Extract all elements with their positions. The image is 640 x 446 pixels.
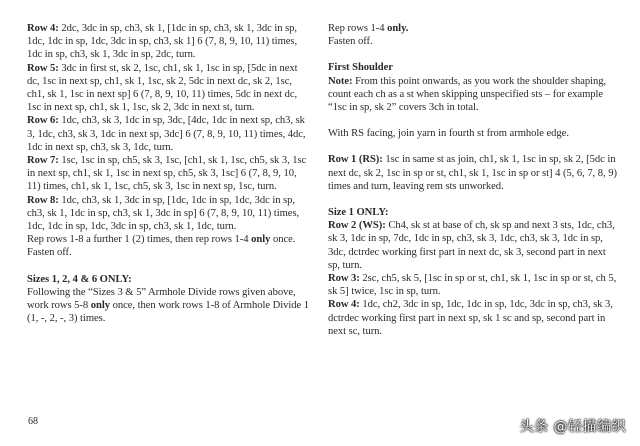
note-paragraph: Note: From this point onwards, as you work the shoulder shaping, count each ch as a st when skipping unspecified sts – for example “1sc in sp, sk 2” covers 3ch in total.	[328, 75, 607, 114]
sizes-heading: Sizes 1, 2, 4 & 6 ONLY:	[27, 273, 132, 285]
left-column	[27, 22, 310, 325]
row-4-instruction: Row 4: 2dc, 3dc in sp, ch3, sk 1, [1dc in sp, ch3, sk 1, 3dc in sp, 1dc, 1dc in sp, 1dc, 3dc in sp, ch3, sk 1] 6 (7, 8, 9, 10, 11) times, 1dc in sp, ch3, sk 1, 3dc in sp, 2dc, turn.	[27, 23, 298, 61]
row-1-instruction: Row 1 (RS): 1sc in same st as join, ch1, sk 1, 1sc in sp, sk 2, [5dc in next dc, sk 2, 1sc in sp or st, ch1, sk 1, 1sc in sp or st] 4 (5, 6, 7, 8, 9) times and turn, leaving rem sts unworked.	[328, 154, 617, 192]
row-7-instruction: Row 7: 1sc, 1sc in sp, ch5, sk 3, 1sc, [ch1, sk 1, 1sc, ch5, sk 3, 1sc in next sp, ch1, sk 1, 1sc in next sp, ch5, sk 3, 1sc] 6 (7, 8, 9, 10, 11) times, ch1, sk 1, 1sc, ch5, sk 3, 1sc in next sp, 1sc, turn.	[27, 155, 307, 193]
repeat-instruction: Rep rows 1-8 a further 1 (2) times, then rep rows 1-4 only once.	[27, 234, 296, 246]
row-3-instruction: Row 3: 2sc, ch5, sk 5, [1sc in sp or st, ch1, sk 1, 1sc in sp or st, ch 5, sk 5] twice, 1sc in sp, turn.	[328, 273, 617, 298]
page-number: 68	[28, 416, 38, 427]
row-8-instruction: Row 8: 1dc, ch3, sk 1, 3dc in sp, [1dc, 1dc in sp, 1dc, 3dc in sp, ch3, sk 1, 1dc in sp, ch3, sk 1, 3dc in sp] 6 (7, 8, 9, 10, 11) times, 1dc, 1dc in sp, 1dc, 3dc in sp, ch3, sk 1, 1dc, turn.	[27, 194, 300, 233]
fasten-off-text-right: Fasten off.	[328, 36, 373, 48]
rs-facing-text: With RS facing, join yarn in fourth st from armhole edge.	[328, 128, 569, 140]
watermark: 头条 @轻描编织	[519, 419, 626, 435]
row-4-instruction-right: Row 4: 1dc, ch2, 3dc in sp, 1dc, 1dc in sp, 1dc, 3dc in sp, ch3, sk 3, dctrdec working first part in next sp, sk 1 sc and sp, second part in next sc, turn.	[328, 299, 613, 337]
row-6-instruction: Row 6: 1dc, ch3, sk 3, 1dc in sp, 3dc, [4dc, 1dc in next sp, ch3, sk 3, 1dc, ch3, sk 3, 1dc in next sp, 3dc] 6 (7, 8, 9, 10, 11) times, 4dc, 1dc in next sp, ch3, sk 3, 1dc, turn.	[27, 115, 306, 153]
first-shoulder-heading: First Shoulder	[328, 62, 393, 74]
row-5-instruction: Row 5: 3dc in first st, sk 2, 1sc, ch1, sk 1, 1sc in sp, [5dc in next dc, 1sc in next sp, ch1, sk 1, 1sc, sk 2, 5dc in next dc, sk 2, 1sc, ch1, sk 1, 1sc in next sp] 6 (7, 8, 9, 10, 11) times, 5dc in next dc, 1sc in next sp, ch1, sk 1, 1sc, sk 2, 3dc in next st, turn.	[27, 62, 298, 114]
row-2-instruction: Row 2 (WS): Ch4, sk st at base of ch, sk sp and next 3 sts, 1dc, ch3, sk 3, 1dc in sp, 7dc, 1dc in sp, ch3, sk 3, 1dc, ch3, sk 3, 1dc in sp, 3dc, dctrdec working first part in next dc, sk 3, second part in next sp, turn.	[328, 220, 615, 271]
size-1-heading: Size 1 ONLY:	[328, 207, 389, 219]
repeat-instruction-right: Rep rows 1-4 only.	[328, 23, 409, 34]
right-column	[328, 22, 618, 338]
following-instruction: Following the “Sizes 3 & 5” Armhole Divide rows given above, work rows 5-8 only once, then work rows 1-8 of Armhole Divide 1 (1, -, 2, -, 3) times.	[27, 286, 309, 325]
fasten-off-text: Fasten off.	[27, 247, 72, 259]
